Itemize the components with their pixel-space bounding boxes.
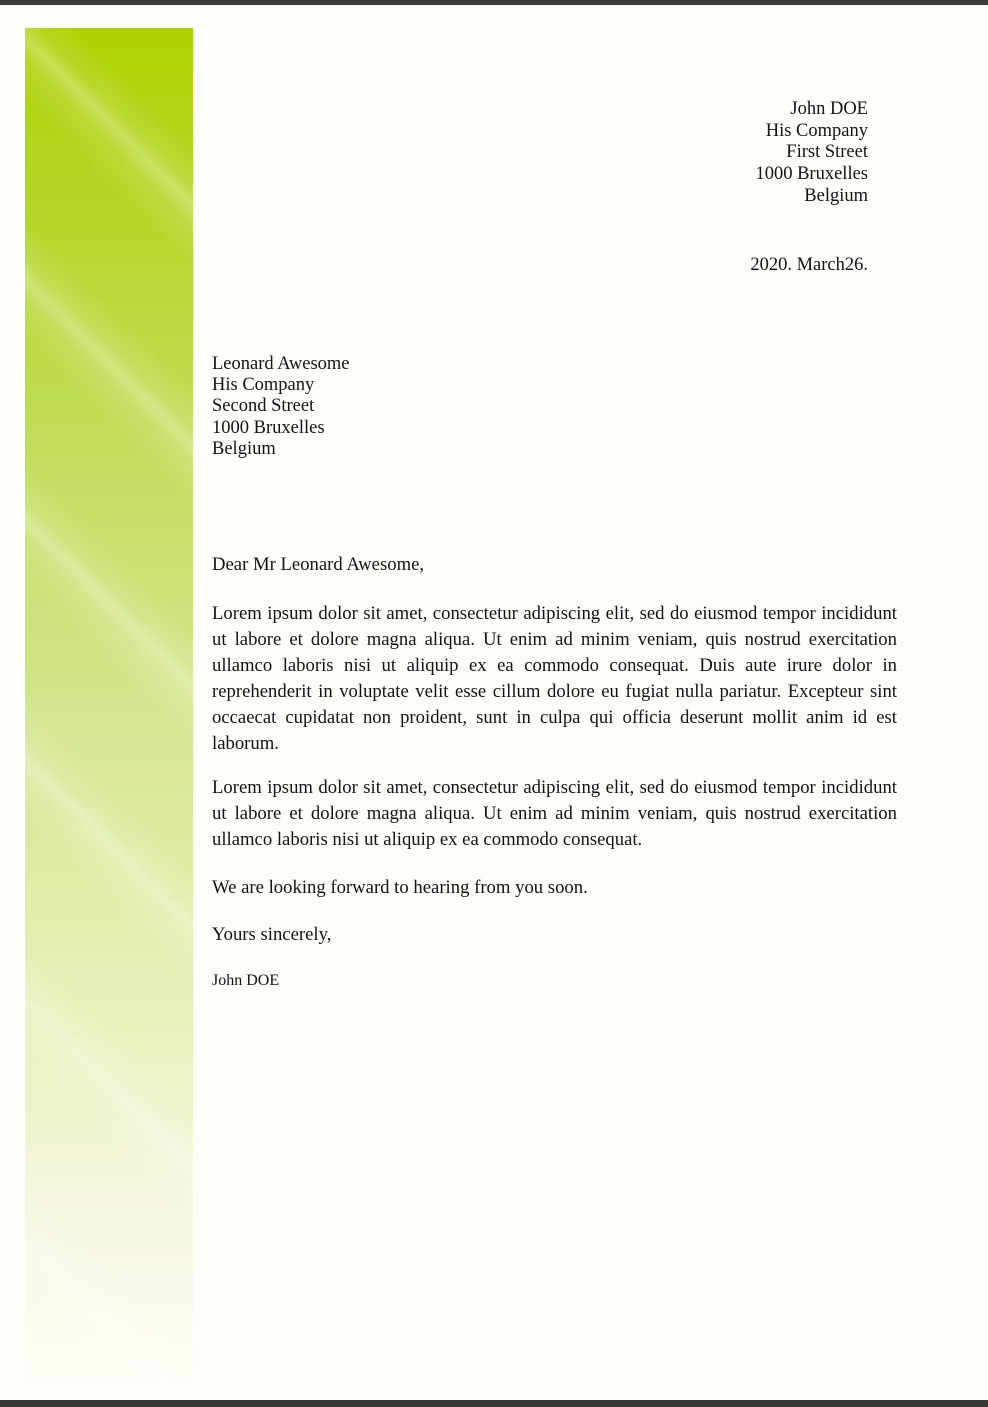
recipient-address-line: Leonard Awesome [212,354,350,374]
sender-address-line: First Street [786,142,868,163]
body-paragraph: Lorem ipsum dolor sit amet, consectetur adipiscing elit, sed do eiusmod tempor incididunt ut labore et dolore magna aliqua. Ut enim ad minim veniam, quis nostrud exercitation ullamco laboris nisi ut aliquip ex ea commodo consequat. [212,777,897,850]
recipient-address-line: Second Street [212,396,315,417]
sender-address-line: Belgium [804,185,868,206]
sender-address-line: His Company [765,120,868,141]
letter-date: 2020. March26. [750,255,868,275]
recipient-address-line: 1000 Bruxelles [212,417,325,438]
bottom-border-bar [0,1400,988,1407]
closing-line: We are looking forward to hearing from you soon. [212,877,588,898]
sender-address-line: 1000 Bruxelles [755,164,868,185]
recipient-address-line: His Company [212,375,315,396]
recipient-address-line: Belgium [212,438,276,459]
body-paragraph: Lorem ipsum dolor sit amet, consectetur adipiscing elit, sed do eiusmod tempor incididunt ut labore et dolore magna aliqua. Ut enim ad minim veniam, quis nostrud exercitation ullamco laboris nisi ut aliquip ex ea commodo consequat. Duis aute irure dolor in reprehenderit in voluptate velit esse cillum dolore eu fugiat nulla pariatur. Excepteur sint occaecat cupidatat non proident, sunt in culpa qui officia deserunt mollit anim id est laborum. [212,603,897,754]
top-border-bar [0,0,988,5]
recipient-address-block [212,354,350,460]
letter-body [212,552,897,991]
sender-address-block [755,99,868,208]
valediction: Yours sincerely, [212,924,332,945]
sender-address-line: John DOE [790,99,868,119]
green-gradient-accent-bar [25,28,193,1380]
salutation: Dear Mr Leonard Awesome, [212,554,425,575]
signature-name: John DOE [212,972,280,989]
